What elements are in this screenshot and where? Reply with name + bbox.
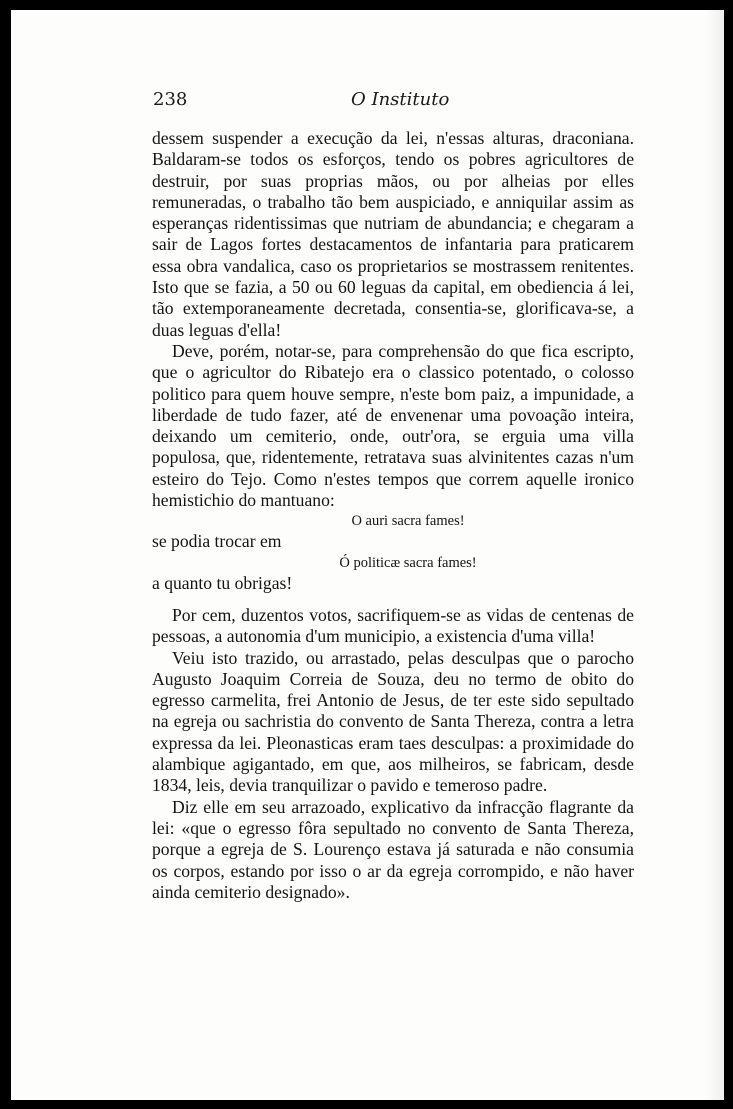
running-head — [153, 89, 631, 115]
bridge-text-1: se podia trocar em — [152, 531, 282, 552]
paragraph-5: Diz elle em seu arrazoado, explicativo da infracção flagrante da lei: «que o egresso fôra sepultado no convento de Santa Thereza, porque a egreja de S. Lourenço estava já saturada e não consumia os corpos, estando por isso o ar da egreja corrompido, e não haver ainda cemiterio designado». — [152, 796, 634, 902]
paragraph-2: Deve, porém, notar-se, para comprehensão do que fica escripto, que o agricultor do Ribatejo era o classico potentado, o colosso politico para quem houve sempre, n'este bom paiz, a impunidade, a liberdade de tudo fazer, até de envenenar uma povoação inteira, deixando um cemiterio, onde, outr'ora, se erguia uma villa populosa, que, ridentemente, retratava suas alvinitentes cazas n'um esteiro do Tejo. Como n'estes tempos que correm aquelle ironico hemistichio do mantuano: — [152, 340, 634, 511]
journal-title: O Instituto — [351, 89, 450, 110]
quotation-1: O auri sacra fames! — [351, 513, 465, 530]
body-text — [152, 128, 634, 903]
page-edge-shadow — [706, 10, 724, 1100]
paragraph-3: Por cem, duzentos votos, sacrifiquem-se as vidas de centenas de pessoas, a autonomia d'um municipio, a existencia d'uma villa! — [152, 604, 634, 647]
quotation-2: Ó politicæ sacra fames! — [339, 554, 477, 571]
paragraph-gap — [152, 594, 634, 605]
paragraph-1: dessem suspender a execução da lei, n'essas alturas, draconiana. Baldaram-se todos os esforços, tendo os pobres agricultores de destruir, por suas proprias mãos, ou por alheias por elles remuneradas, o trabalho tão bem auspiciado, e anniquilar assim as esperanças ridentissimas que nutriam de abundancia; e chegaram a sair de Lagos fortes destacamentos de infantaria para praticarem essa obra vandalica, caso os proprietarios se mostrassem renitentes. Isto que se fazia, a 50 ou 60 leguas da capital, em obediencia á lei, tão extemporaneamente decretada, consentia-se, glorificava-se, a duas leguas d'ella! — [152, 128, 634, 340]
page-number: 238 — [153, 89, 188, 110]
bridge-text-2: a quanto tu obrigas! — [152, 572, 293, 593]
book-page — [11, 10, 724, 1100]
paragraph-4: Veiu isto trazido, ou arrastado, pelas desculpas que o parocho Augusto Joaquim Correia de Souza, deu no termo de obito do egresso carmelita, frei Antonio de Jesus, de ter este sido sepultado na egreja ou sachristia do convento de Santa Thereza, contra a letra expressa da lei. Pleonasticas eram taes desculpas: a proximidade do alambique agigantado, em que, aos milheiros, se fabricam, desde 1834, leis, devia tranquilizar o pavido e temeroso padre. — [152, 647, 634, 796]
